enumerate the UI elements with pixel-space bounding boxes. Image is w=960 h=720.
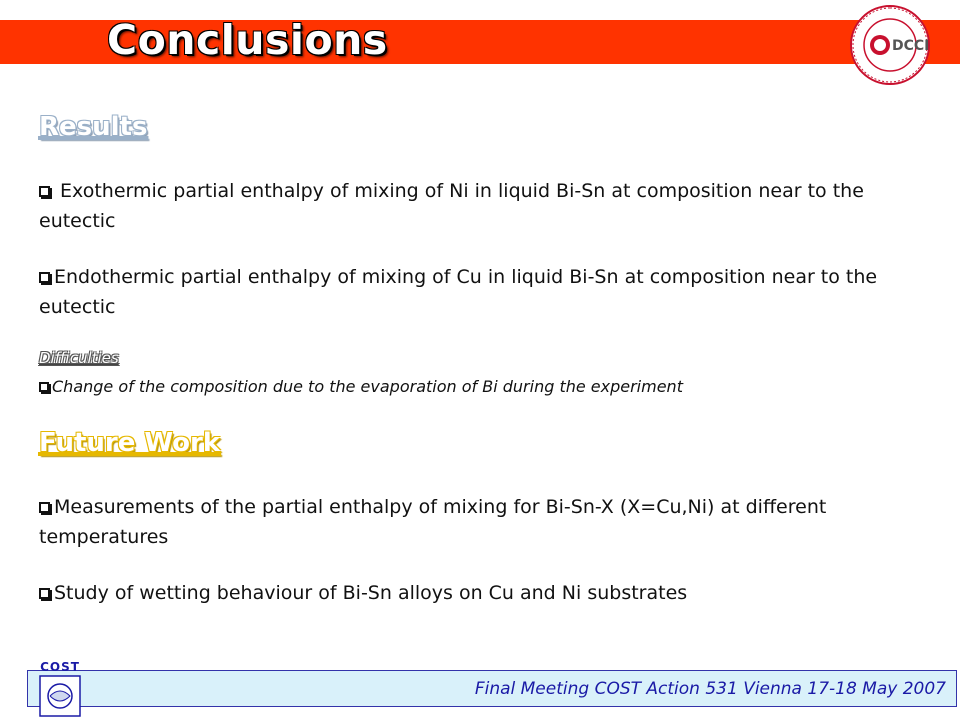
checkbox-bullet-icon bbox=[39, 588, 50, 599]
checkbox-bullet-icon bbox=[39, 502, 50, 513]
dcci-department-seal-icon bbox=[849, 4, 931, 86]
results-item-1 bbox=[39, 176, 929, 236]
dcci-logo-text: DCCI bbox=[892, 38, 930, 54]
footer-text: Final Meeting COST Action 531 Vienna 17-18 May 2007 bbox=[474, 679, 946, 699]
cost-logo-label: COST bbox=[40, 660, 80, 674]
results-item-2-text: Endothermic partial enthalpy of mixing of Cu in liquid Bi-Sn at composition near to the eutectic bbox=[39, 266, 878, 318]
slide-title: Conclusions bbox=[107, 16, 388, 64]
results-heading: Results bbox=[39, 112, 148, 142]
future-work-heading: Future Work bbox=[39, 428, 221, 458]
checkbox-bullet-icon bbox=[39, 272, 50, 283]
footer-bar bbox=[27, 670, 957, 707]
checkbox-bullet-icon bbox=[39, 382, 49, 392]
difficulties-label: Difficulties bbox=[39, 349, 119, 367]
future-work-item-2-text: Study of wetting behaviour of Bi-Sn alloys on Cu and Ni substrates bbox=[54, 582, 688, 604]
results-item-2 bbox=[39, 262, 929, 322]
difficulties-item-1-text: Change of the composition due to the evaporation of Bi during the experiment bbox=[52, 377, 683, 396]
future-work-item-1 bbox=[39, 492, 929, 552]
cost-emblem-icon bbox=[32, 660, 88, 718]
checkbox-bullet-icon bbox=[39, 186, 50, 197]
dcci-logo bbox=[849, 4, 931, 86]
difficulties-item-1 bbox=[39, 376, 929, 398]
future-work-item-2 bbox=[39, 578, 929, 608]
cost-logo bbox=[32, 660, 88, 718]
results-item-1-text: Exothermic partial enthalpy of mixing of Ni in liquid Bi-Sn at composition near to the eutectic bbox=[39, 180, 864, 232]
future-work-item-1-text: Measurements of the partial enthalpy of mixing for Bi-Sn-X (X=Cu,Ni) at different temperatures bbox=[39, 496, 827, 548]
